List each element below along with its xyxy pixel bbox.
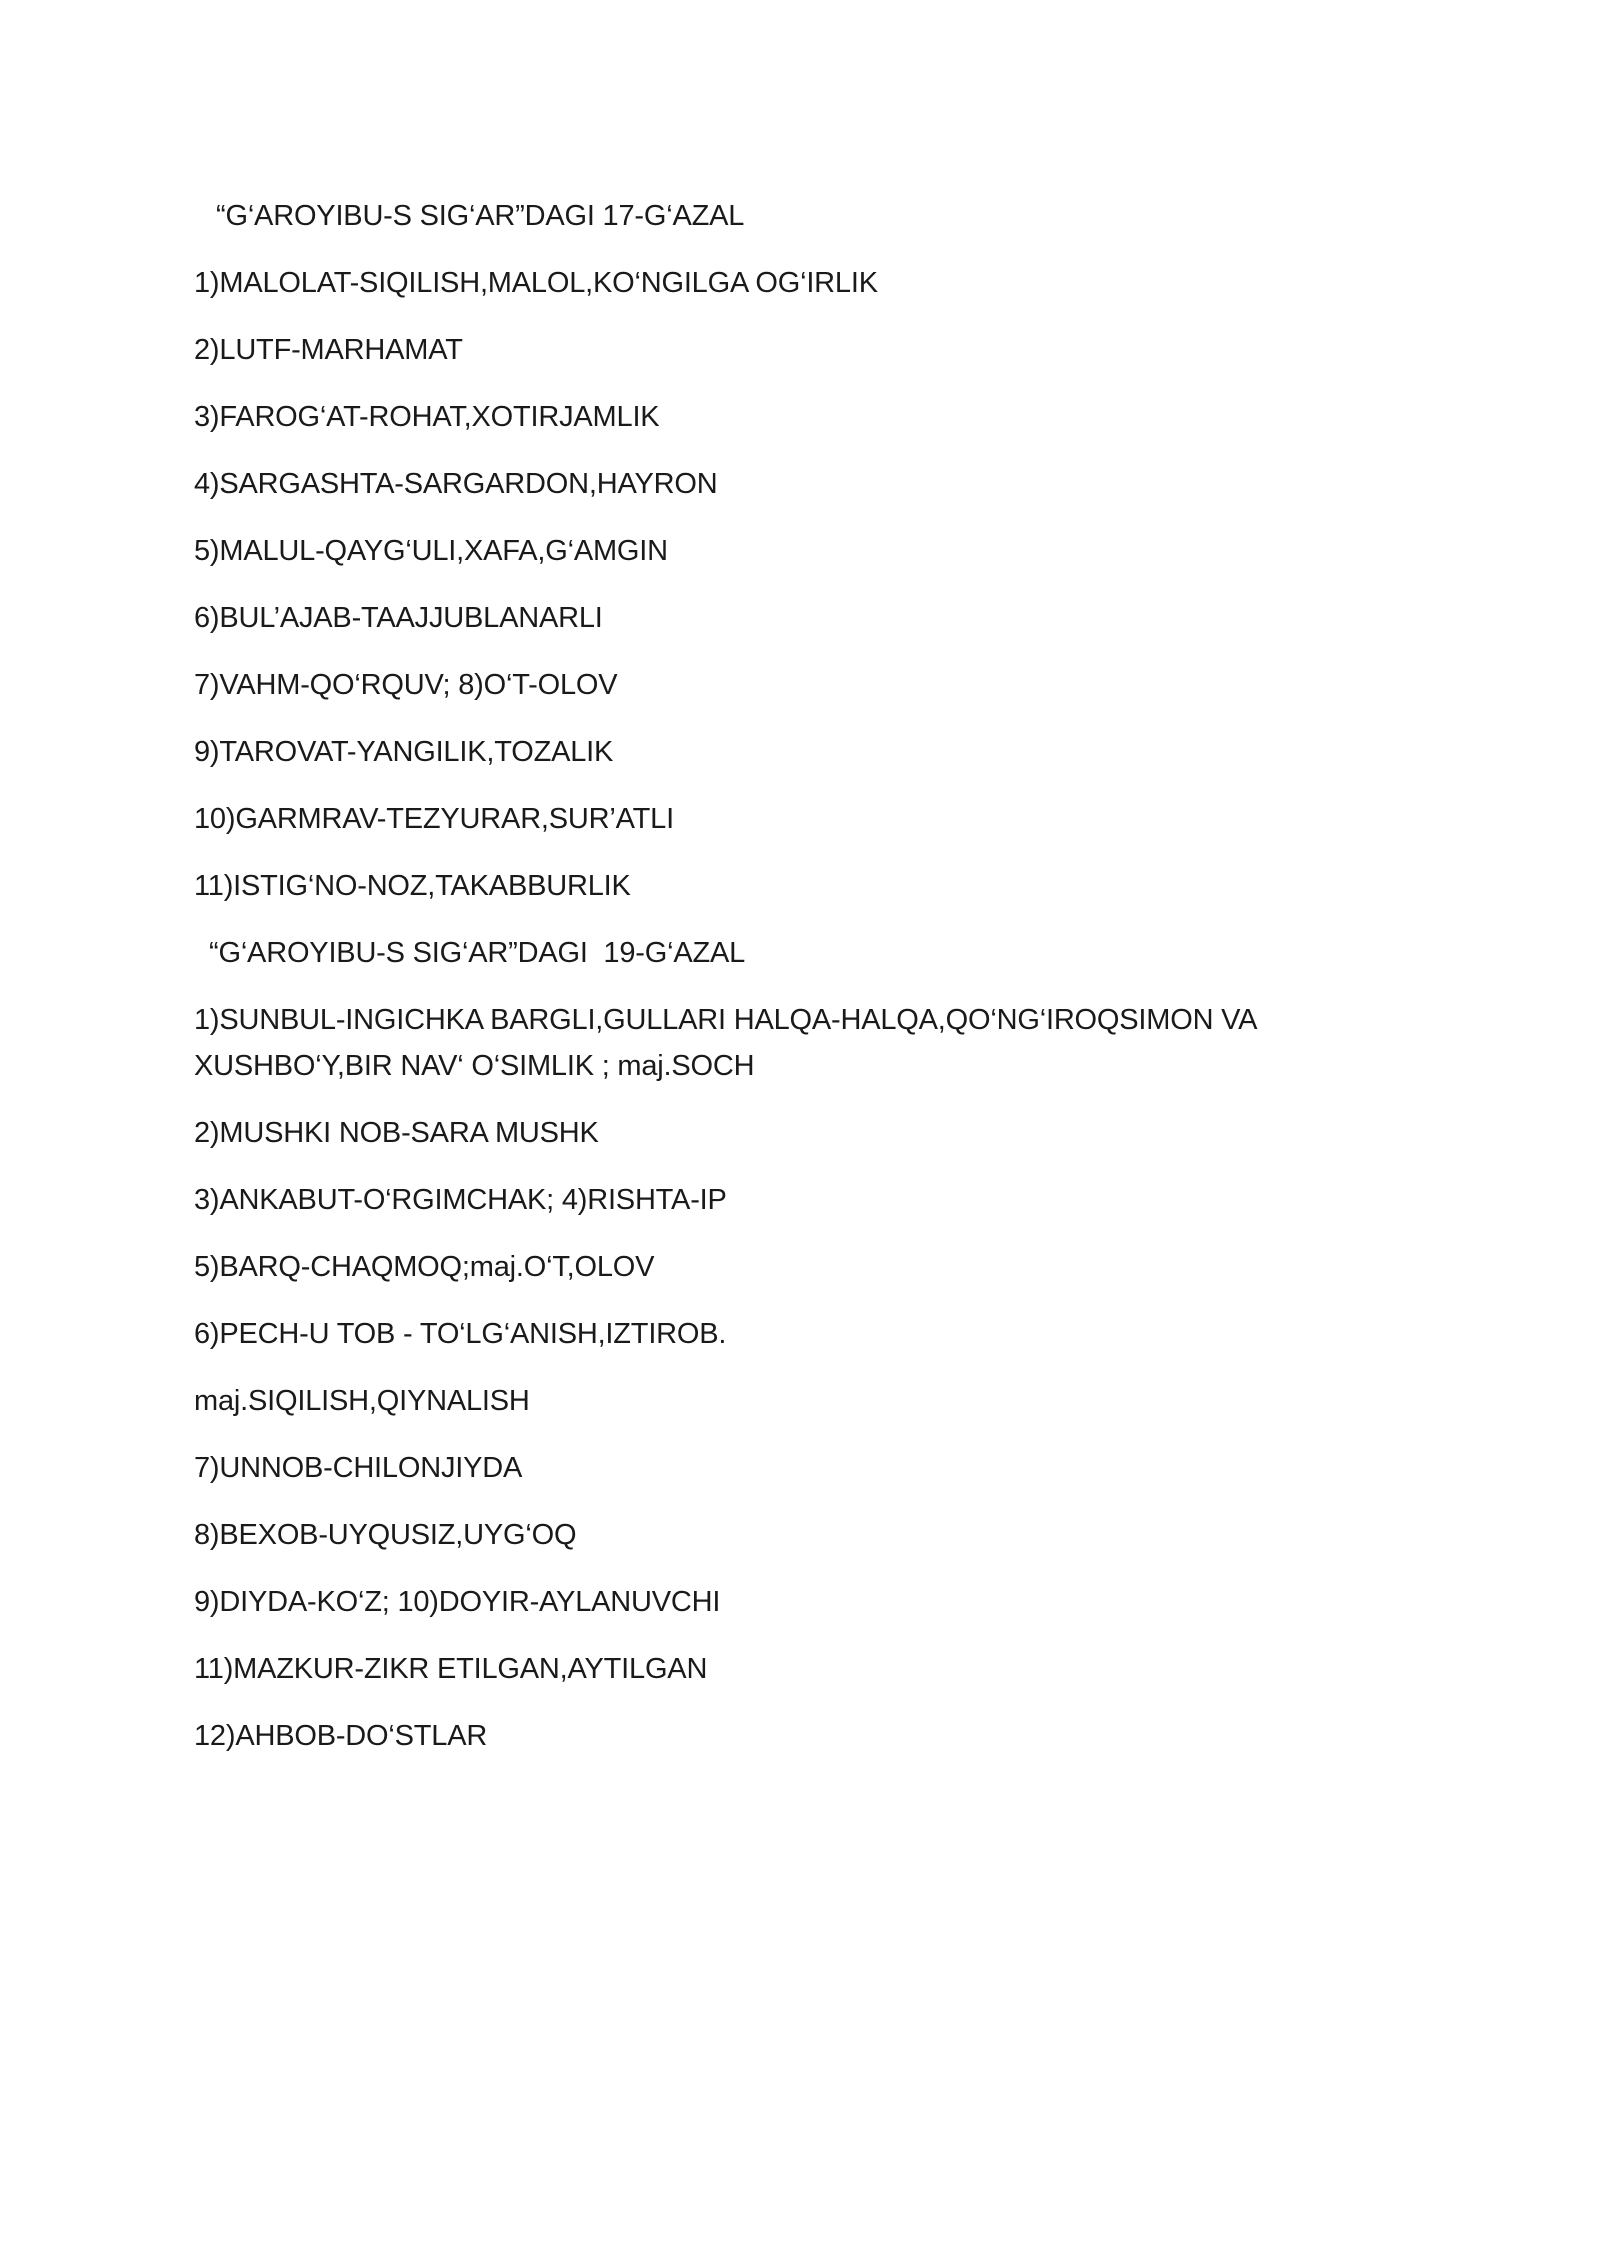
list-item: 1)SUNBUL-INGICHKA BARGLI,GULLARI HALQA-HALQA,QO‘NG‘IROQSIMON VA XUSHBO‘Y,BIR NAV‘ O‘SIMLIK ; maj.SOCH bbox=[194, 1004, 1256, 1082]
document-content bbox=[194, 193, 1374, 1780]
list-item: 7)UNNOB-CHILONJIYDA bbox=[194, 1452, 523, 1484]
list-item: 6)PECH-U TOB - TO‘LG‘ANISH,IZTIROB. bbox=[194, 1318, 727, 1350]
list-item: 2)MUSHKI NOB-SARA MUSHK bbox=[194, 1117, 599, 1149]
list-item: 3)FAROG‘AT-ROHAT,XOTIRJAMLIK bbox=[194, 401, 660, 433]
list-item: maj.SIQILISH,QIYNALISH bbox=[194, 1385, 530, 1417]
list-item: 11)MAZKUR-ZIKR ETILGAN,AYTILGAN bbox=[194, 1653, 708, 1685]
list-item: 5)MALUL-QAYG‘ULI,XAFA,G‘AMGIN bbox=[194, 535, 668, 567]
list-item: 2)LUTF-MARHAMAT bbox=[194, 334, 463, 366]
list-item: 8)BEXOB-UYQUSIZ,UYG‘OQ bbox=[194, 1519, 577, 1551]
list-item: 1)MALOLAT-SIQILISH,MALOL,KO‘NGILGA OG‘IRLIK bbox=[194, 267, 878, 299]
section-heading-17: “G‘AROYIBU-S SIG‘AR”DAGI 17-G‘AZAL bbox=[216, 200, 745, 232]
section-heading-19: “G‘AROYIBU-S SIG‘AR”DAGI 19-G‘AZAL bbox=[209, 937, 746, 969]
list-item: 9)TAROVAT-YANGILIK,TOZALIK bbox=[194, 736, 614, 768]
list-item: 9)DIYDA-KO‘Z; 10)DOYIR-AYLANUVCHI bbox=[194, 1586, 721, 1618]
list-item: 3)ANKABUT-O‘RGIMCHAK; 4)RISHTA-IP bbox=[194, 1184, 727, 1216]
list-item: 6)BUL’AJAB-TAAJJUBLANARLI bbox=[194, 602, 603, 634]
list-item: 10)GARMRAV-TEZYURAR,SUR’ATLI bbox=[194, 803, 674, 835]
list-item: 12)AHBOB-DO‘STLAR bbox=[194, 1720, 488, 1752]
list-item: 5)BARQ-CHAQMOQ;maj.O‘T,OLOV bbox=[194, 1251, 655, 1283]
list-item: 7)VAHM-QO‘RQUV; 8)O‘T-OLOV bbox=[194, 669, 618, 701]
list-item: 4)SARGASHTA-SARGARDON,HAYRON bbox=[194, 468, 718, 500]
list-item: 11)ISTIG‘NO-NOZ,TAKABBURLIK bbox=[194, 870, 631, 902]
